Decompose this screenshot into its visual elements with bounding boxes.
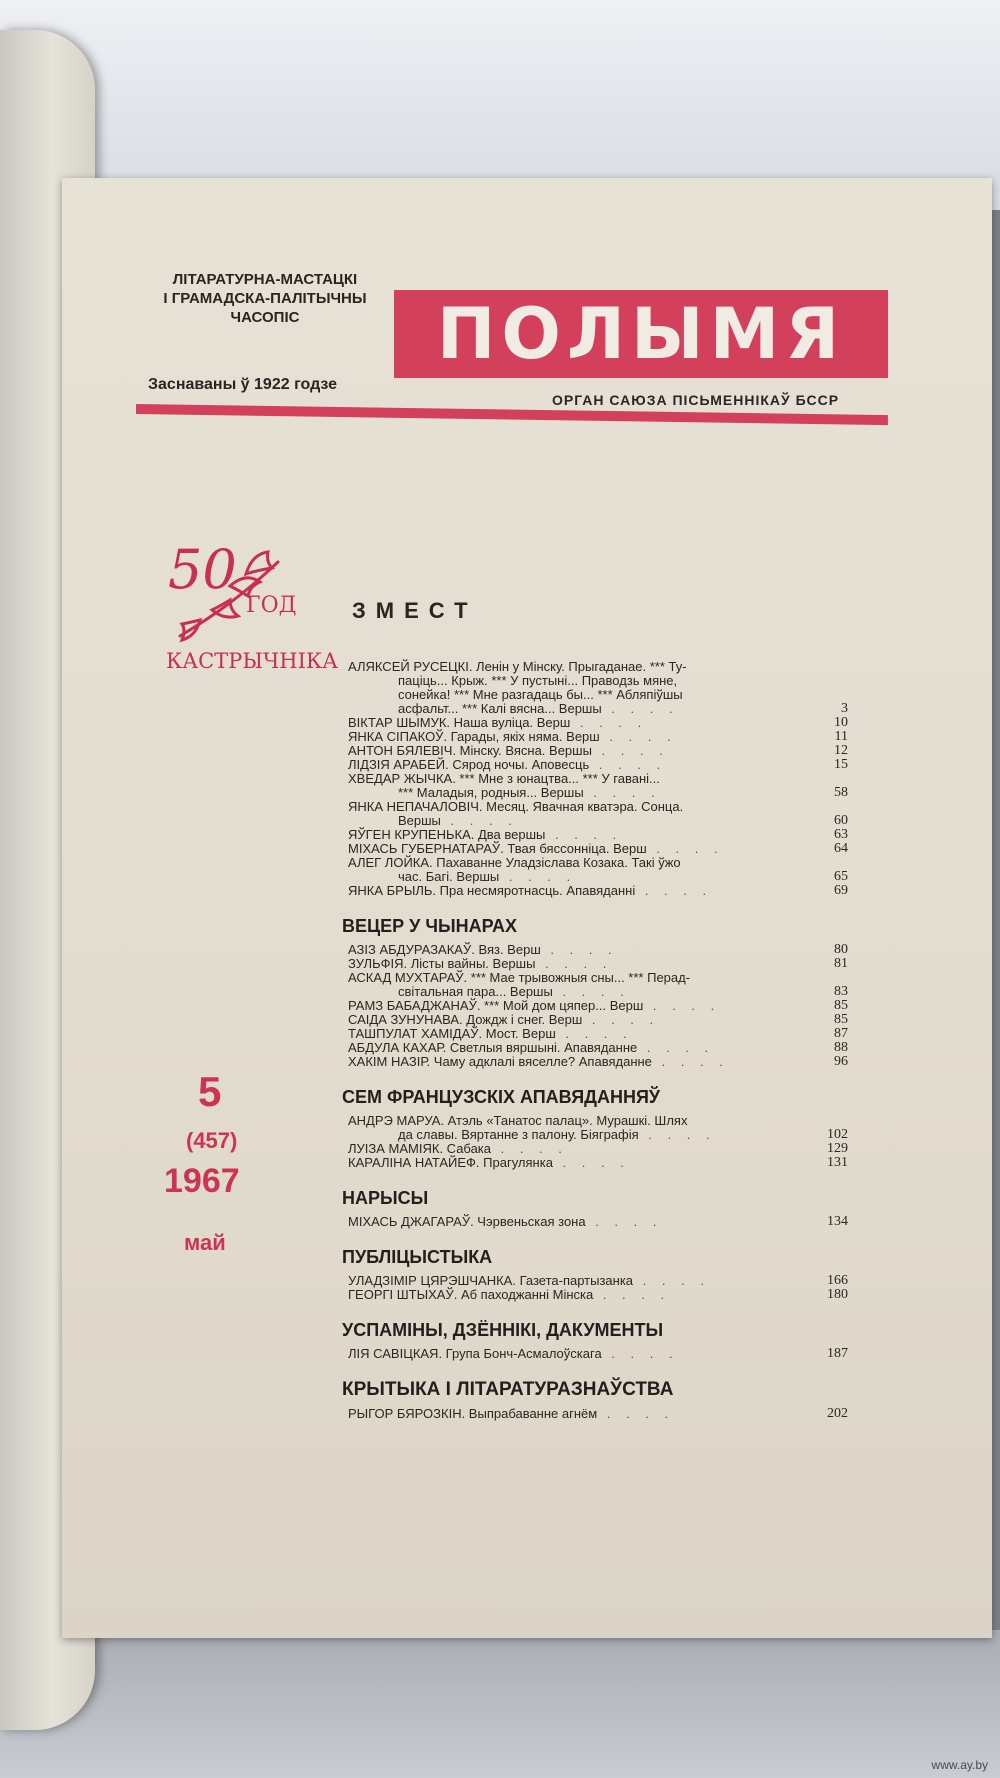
toc-page-number: 187 (827, 1346, 848, 1361)
toc-entry (348, 730, 848, 744)
toc-entry (348, 1114, 848, 1128)
tagline-line: ЛІТАРАТУРНА-МАСТАЦКІ (172, 271, 358, 288)
table-of-contents (342, 659, 848, 1421)
masthead-tagline (140, 270, 390, 327)
toc-entry (348, 1274, 848, 1288)
toc-entry (348, 702, 848, 716)
toc-entry (348, 1407, 848, 1421)
toc-entry (348, 800, 848, 814)
leader-dots: . . . . (545, 827, 623, 842)
toc-entry (348, 957, 848, 971)
toc-page-number: 85 (834, 998, 848, 1013)
toc-entry-text: сонейка! *** Мне разгадаць бы... *** Абляпіўшы (398, 687, 683, 702)
toc-page-number: 180 (827, 1287, 848, 1302)
toc-page-number: 12 (834, 743, 848, 758)
toc-entry-text: ЯЎГЕН КРУПЕНЬКА. Два вершы (348, 827, 546, 842)
toc-entry-text: ВІКТАР ШЫМУК. Наша вуліца. Верш (348, 715, 571, 730)
toc-entry-text: ТАШПУЛАТ ХАМІДАЎ. Мост. Верш (348, 1026, 556, 1041)
organ-note: ОРГАН САЮЗА ПІСЬМЕННІКАЎ БССР (552, 392, 840, 408)
toc-page-number: 80 (834, 942, 848, 957)
leader-dots: . . . . (601, 701, 679, 716)
leader-dots: . . . . (583, 785, 661, 800)
toc-page-number: 85 (834, 1012, 848, 1027)
toc-page-number: 60 (834, 813, 848, 828)
toc-entry-text: САІДА ЗУНУНАВА. Дождж і снег. Верш (348, 1012, 583, 1027)
toc-page-number: 102 (827, 1127, 848, 1142)
background-bottom (0, 1630, 1000, 1778)
toc-entry (348, 758, 848, 772)
toc-page-number: 3 (841, 701, 848, 716)
toc-page-number: 96 (834, 1054, 848, 1069)
leader-dots: . . . . (591, 743, 669, 758)
masthead-banner (394, 290, 888, 378)
toc-entry (348, 1055, 848, 1069)
toc-entry-text: асфальт... *** Калі вясна... Вершы (398, 701, 602, 716)
toc-entry (348, 870, 848, 884)
toc-section-heading: СЕМ ФРАНЦУЗСКІХ АПАВЯДАННЯЎ (342, 1087, 661, 1107)
toc-entry-text: АЛЯКСЕЙ РУСЕЦКІ. Ленін у Мінску. Прыгаданае. *** Ту- (348, 659, 687, 674)
toc-page-number: 58 (834, 785, 848, 800)
toc-page-number: 69 (834, 883, 848, 898)
toc-page-number: 11 (834, 729, 848, 744)
leader-dots: . . . . (589, 757, 667, 772)
toc-entry (348, 1347, 848, 1361)
leader-dots: . . . . (597, 1406, 675, 1421)
toc-entry-text: РАМЗ БАБАДЖАНАЎ. *** Мой дом цяпер... Верш (348, 998, 644, 1013)
issue-year: 1967 (164, 1162, 240, 1200)
issue-number: 5 (198, 1068, 222, 1115)
leader-dots: . . . . (601, 1346, 679, 1361)
toc-entry-text: АБДУЛА КАХАР. Светлыя вяршыні. Апавяданне (348, 1040, 638, 1055)
toc-entry-text: АЗІЗ АБДУРАЗАКАЎ. Вяз. Верш (348, 942, 541, 957)
leader-dots: . . . . (643, 998, 721, 1013)
toc-entry (348, 828, 848, 842)
toc-page-number: 64 (834, 841, 848, 856)
anniversary-emblem (160, 518, 339, 688)
leader-dots: . . . . (440, 813, 518, 828)
toc-entry-text: АСКАД МУХТАРАЎ. *** Мае трывожныя сны... *** Перад- (348, 970, 691, 985)
toc-entry-text: да славы. Вяртанне з палону. Біяграфія (398, 1127, 639, 1142)
toc-entry-text: АНДРЭ МАРУА. Атэль «Танатос палац». Мурашкі. Шлях (348, 1113, 688, 1128)
leader-dots: . . . . (540, 942, 618, 957)
toc-page-number: 15 (834, 757, 848, 772)
leader-dots: . . . . (651, 1054, 729, 1069)
toc-page-number: 131 (827, 1155, 848, 1170)
leader-dots: . . . . (491, 1141, 568, 1156)
toc-entry-text: ЛУІЗА МАМІЯК. Сабака (348, 1141, 492, 1156)
tagline-line: ЧАСОПІС (230, 309, 300, 326)
toc-entry (348, 1142, 848, 1156)
toc-entry-text: ЯНКА БРЫЛЬ. Пра несмяротнасць. Апавяданні (348, 883, 636, 898)
toc-entry (348, 1288, 848, 1302)
toc-entry (348, 884, 848, 898)
toc-page-number: 87 (834, 1026, 848, 1041)
toc-entry (348, 985, 848, 999)
toc-entry (348, 1156, 848, 1170)
toc-entry (348, 1215, 848, 1229)
toc-entry-text: АЛЕГ ЛОЙКА. Пахаванне Уладзіслава Козака. Такі ўжо (348, 855, 681, 870)
toc-entry-text: Вершы (398, 813, 441, 828)
toc-page-number: 63 (834, 827, 848, 842)
toc-entry-text: ЯНКА НЕПАЧАЛОВІЧ. Месяц. Явачная кватэра. Сонца. (348, 799, 684, 814)
leader-dots: . . . . (570, 715, 648, 730)
founded-note: Заснаваны ў 1922 годзе (148, 376, 338, 393)
emblem-name: КАСТРЫЧНІКА (166, 649, 339, 673)
leader-dots: . . . . (646, 841, 724, 856)
toc-entry (348, 1128, 848, 1142)
magazine-title: ПОЛЫМЯ (436, 293, 846, 375)
toc-entry-text: час. Багі. Вершы (398, 869, 500, 884)
emblem-number: 50 (168, 538, 237, 601)
toc-entry-text: ЛІДЗІЯ АРАБЕЙ. Сярод ночы. Аповесць (348, 757, 590, 772)
toc-entry-text: РЫГОР БЯРОЗКІН. Выпрабаванне агнём (348, 1406, 598, 1421)
leader-dots: . . . . (552, 1155, 630, 1170)
toc-entry (348, 772, 848, 786)
issue-month: май (184, 1230, 226, 1255)
toc-entry-text: ХВЕДАР ЖЫЧКА. *** Мне з юнацтва... *** У гавані... (348, 771, 660, 786)
toc-section-heading: ПУБЛІЦЫСТЫКА (342, 1247, 493, 1267)
toc-entry (348, 1013, 848, 1027)
leader-dots: . . . . (555, 1026, 633, 1041)
toc-page-number: 81 (834, 956, 848, 971)
leader-dots: . . . . (637, 1040, 715, 1055)
toc-section-heading: УСПАМІНЫ, ДЗЁННІКІ, ДАКУМЕНТЫ (342, 1320, 664, 1340)
toc-entry-text: ЛІЯ САВІЦКАЯ. Група Бонч-Асмалоўскага (348, 1346, 602, 1361)
toc-page-number: 129 (827, 1141, 848, 1156)
toc-entry-text: ЗУЛЬФІЯ. Лісты вайны. Вершы (348, 956, 536, 971)
toc-entry-text: *** Маладыя, родныя... Вершы (398, 785, 584, 800)
toc-entry (348, 716, 848, 730)
toc-entry (348, 842, 848, 856)
toc-entry (348, 1041, 848, 1055)
toc-page-number: 10 (834, 715, 848, 730)
toc-entry-text: ГЕОРГІ ШТЫХАЎ. Аб паходжанні Мінска (348, 1287, 594, 1302)
toc-entry (348, 856, 848, 870)
toc-section-heading: КРЫТЫКА І ЛІТАРАТУРАЗНАЎСТВА (342, 1379, 674, 1400)
toc-entry-text: ЯНКА СІПАКОЎ. Гарады, якіх няма. Верш (348, 729, 600, 744)
toc-entry-text: АНТОН БЯЛЕВІЧ. Мінску. Вясна. Вершы (348, 743, 592, 758)
toc-entry (348, 744, 848, 758)
toc-entry-text: МІХАСЬ ДЖАГАРАЎ. Чэрвеньская зона (348, 1214, 586, 1229)
toc-page-number: 88 (834, 1040, 848, 1055)
leader-dots: . . . . (499, 869, 577, 884)
toc-page-number: 202 (827, 1406, 848, 1421)
emblem-year-word: ГОД (246, 593, 297, 618)
toc-section-heading: ВЕЦЕР У ЧЫНАРАХ (342, 916, 518, 936)
leader-dots: . . . . (535, 956, 613, 971)
issue-serial: (457) (186, 1128, 238, 1153)
leader-dots: . . . . (593, 1287, 671, 1302)
tagline-line: І ГРАМАДСКА-ПАЛІТЫЧНЫ (163, 290, 367, 307)
toc-entry (348, 943, 848, 957)
leader-dots: . . . . (635, 883, 713, 898)
toc-entry-text: ХАКІМ НАЗІР. Чаму адклалі вяселле? Апавяданне (348, 1054, 652, 1069)
toc-entry (348, 674, 848, 688)
toc-page-number: 166 (827, 1273, 848, 1288)
toc-entry (348, 688, 848, 702)
leader-dots: . . . . (552, 984, 630, 999)
leader-dots: . . . . (582, 1012, 660, 1027)
contents-heading: ЗМЕСТ (352, 598, 478, 623)
toc-section-heading: НАРЫСЫ (342, 1188, 429, 1208)
toc-entry-text: світальная пара... Вершы (398, 984, 553, 999)
toc-entry (348, 814, 848, 828)
toc-entry-text: МІХАСЬ ГУБЕРНАТАРАЎ. Твая бяссонніца. Верш (348, 841, 647, 856)
toc-page-number: 134 (827, 1214, 848, 1229)
leader-dots: . . . . (638, 1127, 716, 1142)
toc-page-number: 83 (834, 984, 848, 999)
toc-entry-text: паціць... Крыж. *** У пустыні... Праводзь мяне, (398, 673, 678, 688)
toc-entry-text: КАРАЛІНА НАТАЙЕФ. Прагулянка (348, 1155, 553, 1170)
leader-dots: . . . . (585, 1214, 663, 1229)
toc-entry (348, 660, 848, 674)
toc-entry (348, 971, 848, 985)
watermark: www.ay.by (931, 1758, 988, 1772)
toc-entry (348, 786, 848, 800)
toc-entry-text: УЛАДЗІМІР ЦЯРЭШЧАНКА. Газета-партызанка (348, 1273, 634, 1288)
leader-dots: . . . . (633, 1273, 710, 1288)
toc-entry (348, 999, 848, 1013)
leader-dots: . . . . (599, 729, 677, 744)
toc-page-number: 65 (834, 869, 848, 884)
toc-entry (348, 1027, 848, 1041)
